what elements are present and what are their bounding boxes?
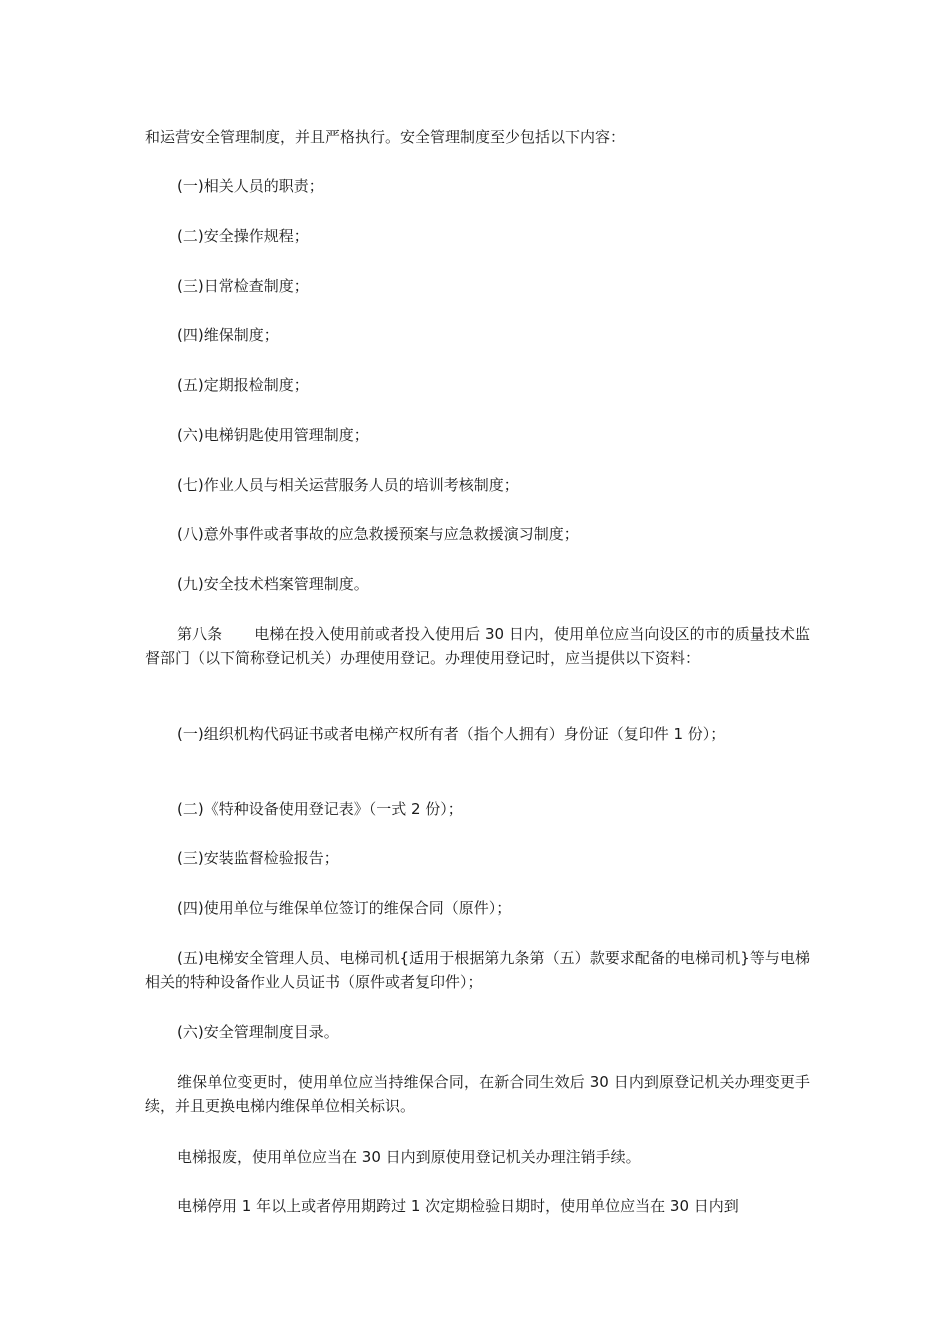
article-8-label: 第八条 [177,625,223,643]
system-item-3: (三)日常检查制度； [177,277,309,295]
maintenance-change-paragraph: 维保单位变更时，使用单位应当持维保合同，在新合同生效后 30 日内到原登记机关办理变更手续，并且更换电梯内维保单位相关标识。 [145,1073,810,1115]
system-item-8: (八)意外事件或者事故的应急救援预案与应急救援演习制度； [177,525,579,543]
system-item-4: (四)维保制度； [177,326,279,344]
material-item-4: (四)使用单位与维保单位签订的维保合同（原件）； [177,899,512,917]
material-item-2: (二)《特种设备使用登记表》（一式 2 份）； [177,800,463,818]
system-item-6: (六)电梯钥匙使用管理制度； [177,426,369,444]
material-item-1: (一)组织机构代码证书或者电梯产权所有者（指个人拥有）身份证（复印件 1 份）； [177,725,726,743]
system-item-9: (九)安全技术档案管理制度。 [177,575,369,593]
suspend-paragraph: 电梯停用 1 年以上或者停用期跨过 1 次定期检验日期时，使用单位应当在 30 日内到 [177,1197,739,1215]
material-item-6: (六)安全管理制度目录。 [177,1023,339,1041]
intro-paragraph: 和运营安全管理制度，并且严格执行。安全管理制度至少包括以下内容： [145,128,626,146]
system-item-2: (二)安全操作规程； [177,227,309,245]
system-item-5: (五)定期报检制度； [177,376,309,394]
material-item-5: (五)电梯安全管理人员、电梯司机{适用于根据第九条第（五）款要求配备的电梯司机}等与电梯相关的特种设备作业人员证书（原件或者复印件）； [145,949,810,991]
system-item-7: (七)作业人员与相关运营服务人员的培训考核制度； [177,476,519,494]
article-8-text: 电梯在投入使用前或者投入使用后 30 日内，使用单位应当向设区的市的质量技术监督部门（以下简称登记机关）办理使用登记。办理使用登记时，应当提供以下资料： [145,625,810,667]
material-item-3: (三)安装监督检验报告； [177,849,339,867]
article-8-paragraph [145,622,810,670]
system-item-1: (一)相关人员的职责； [177,177,324,195]
scrap-paragraph: 电梯报废，使用单位应当在 30 日内到原使用登记机关办理注销手续。 [177,1148,641,1166]
